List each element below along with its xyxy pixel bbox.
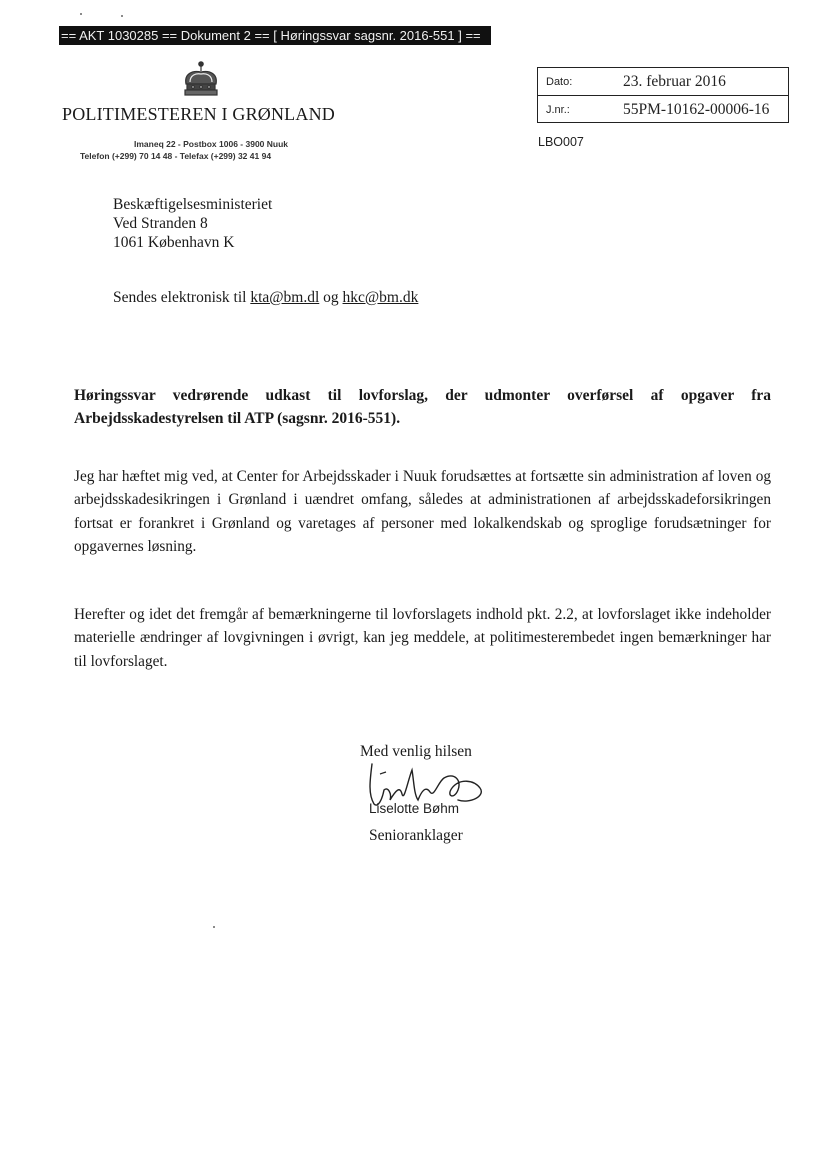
signer-title: Senioranklager	[369, 827, 463, 844]
royal-crown-icon	[180, 60, 222, 98]
recipient-name: Beskæftigelsesministeriet	[113, 196, 273, 213]
office-code: LBO007	[538, 135, 584, 149]
body-paragraph-1: Jeg har hæftet mig ved, at Center for Arbejdsskader i Nuuk forudsættes at fortsætte sin administration af loven og arbejdsskadesikringen i Grønland i uændret omfang, således at administrationen af arbejdsskadeforsikringen fortsat er forankret i Grønland og varetages af personer med lokalkendskab og sproglige forudsætninger for opgavernes løsning.	[74, 468, 771, 555]
organization-name: POLITIMESTEREN I GRØNLAND	[62, 104, 335, 124]
reference-value: 55PM-10162-00006-16	[623, 101, 770, 118]
info-box-divider	[538, 95, 788, 96]
scan-speck	[213, 926, 215, 928]
send-note	[113, 289, 418, 307]
archive-banner: == AKT 1030285 == Dokument 2 == [ Høringssvar sagsnr. 2016-551 ] ==	[59, 26, 491, 45]
recipient-street: Ved Stranden 8	[113, 215, 208, 232]
reference-label: J.nr.:	[546, 104, 570, 116]
closing-phrase: Med venlig hilsen	[360, 743, 472, 760]
email-link-hkc[interactable]: hkc@bm.dk	[342, 289, 419, 306]
scan-speck	[80, 13, 82, 15]
body-paragraph-2: Herefter og idet det fremgår af bemærkningerne til lovforslagets indhold pkt. 2.2, at lovforslaget ikke indeholder materielle ændringer af lovgivningen i øvrigt, kan jeg meddele, at politimesterembedet ingen bemærkninger har til lovforslaget.	[74, 606, 771, 670]
date-reference-box	[537, 67, 789, 123]
send-note-prefix: Sendes elektronisk til	[113, 289, 247, 306]
recipient-city: 1061 København K	[113, 234, 235, 251]
date-value: 23. februar 2016	[623, 73, 726, 90]
organization-address: Imaneq 22 - Postbox 1006 - 3900 Nuuk	[134, 139, 289, 149]
signer-name: Liselotte Bøhm	[369, 801, 460, 816]
email-link-kta[interactable]: kta@bm.dl	[250, 289, 320, 306]
letter-subject: Høringssvar vedrørende udkast til lovforslag, der udmonter overførsel af opgaver fra Arbejdsskadestyrelsen til ATP (sagsnr. 2016-551).	[74, 387, 771, 427]
scan-speck	[121, 15, 123, 17]
date-label: Dato:	[546, 76, 573, 88]
organization-phone-fax: Telefon (+299) 70 14 48 - Telefax (+299) 32 41 94	[80, 151, 272, 161]
send-note-connector: og	[323, 289, 339, 306]
